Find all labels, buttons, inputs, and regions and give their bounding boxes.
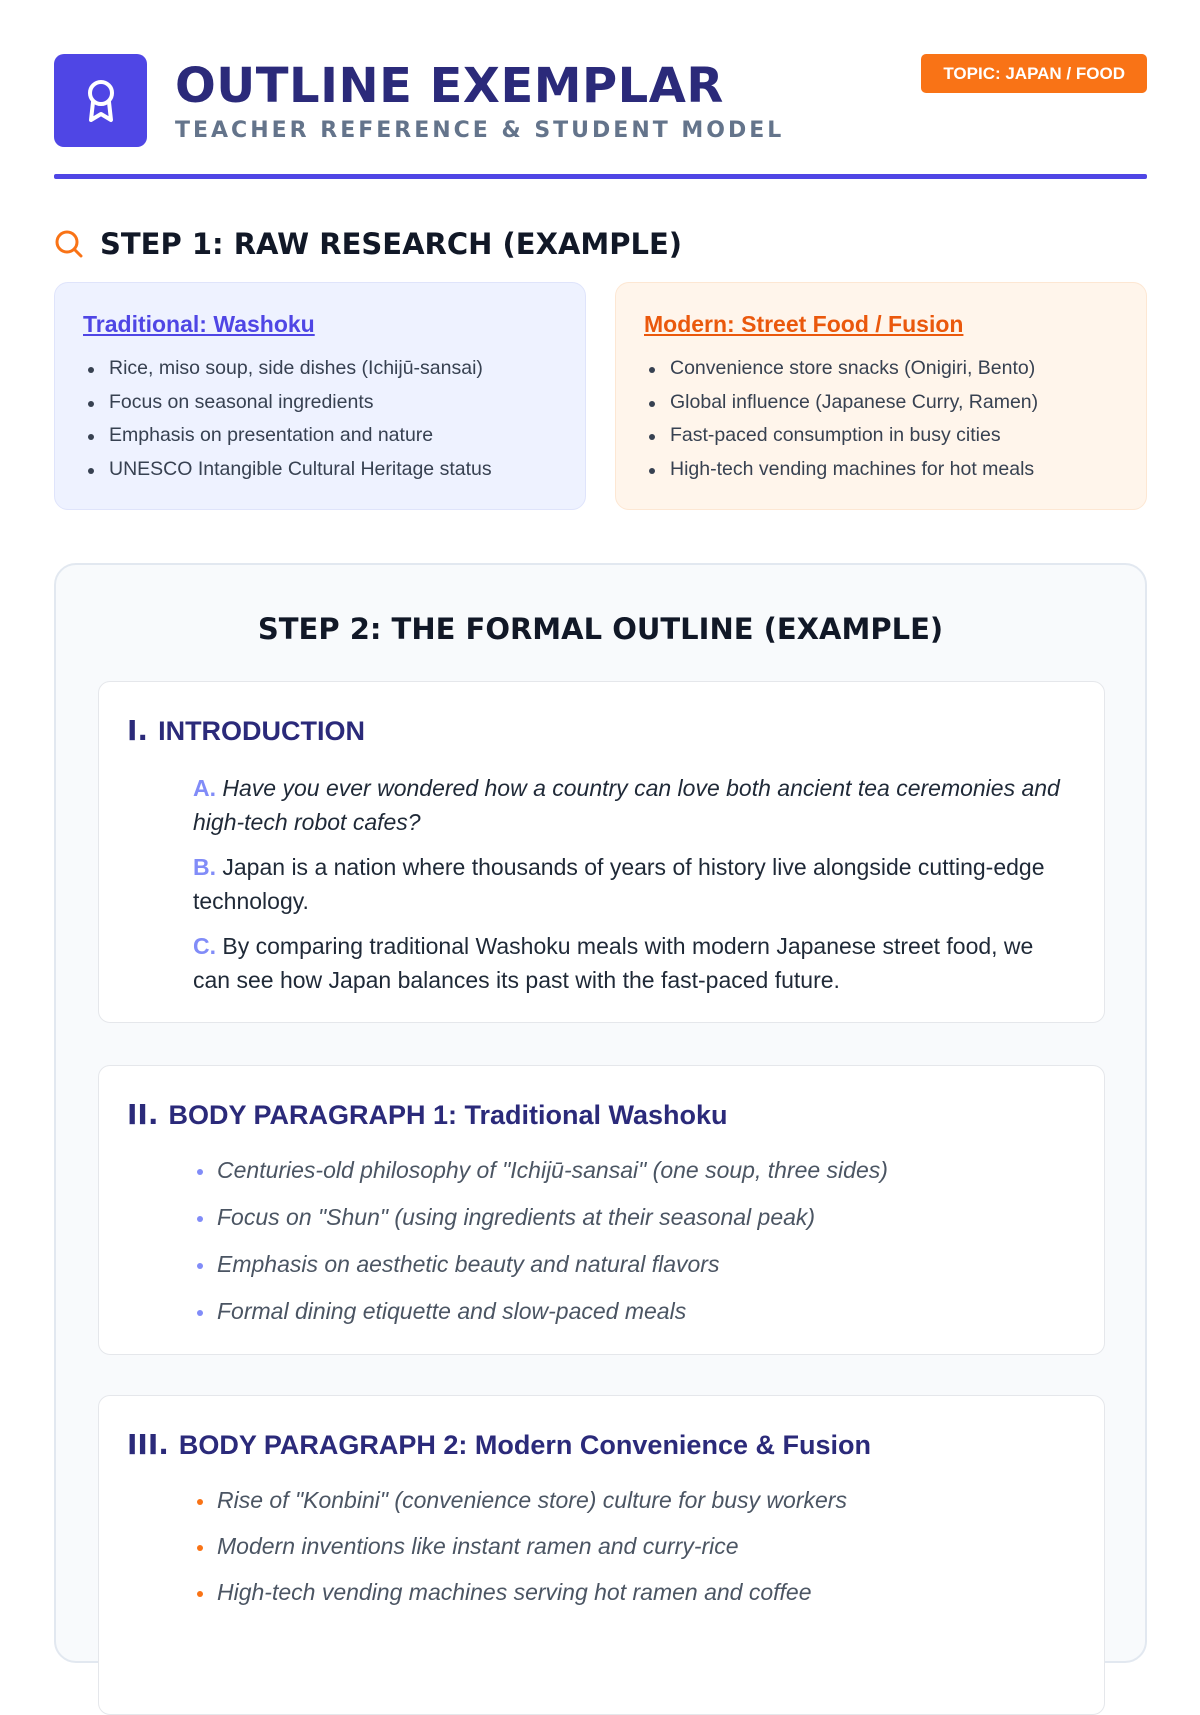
list-item: Modern inventions like instant ramen and curry-rice bbox=[193, 1530, 847, 1563]
section-title: BODY PARAGRAPH 2: Modern Convenience & Fusion bbox=[178, 1430, 871, 1460]
section-numeral: I. bbox=[127, 714, 149, 747]
section-numeral: II. bbox=[127, 1098, 159, 1131]
point-letter: A. bbox=[193, 775, 216, 801]
point-text: By comparing traditional Washoku meals with modern Japanese street food, we can see how Japan balances its past with the fast-paced future. bbox=[193, 933, 1034, 993]
traditional-research-card bbox=[54, 282, 586, 510]
list-item: High-tech vending machines serving hot ramen and coffee bbox=[193, 1576, 847, 1609]
section-numeral: III. bbox=[127, 1428, 169, 1461]
section-title: INTRODUCTION bbox=[158, 716, 366, 746]
worksheet-page bbox=[54, 0, 1147, 1605]
traditional-list bbox=[83, 352, 559, 486]
section-title: BODY PARAGRAPH 1: Traditional Washoku bbox=[168, 1100, 728, 1130]
modern-card-title: Modern: Street Food / Fusion bbox=[644, 311, 964, 337]
list-item: Fast-paced consumption in busy cities bbox=[644, 419, 1120, 453]
header-divider bbox=[54, 174, 1147, 179]
step1-heading-text: STEP 1: RAW RESEARCH (EXAMPLE) bbox=[100, 227, 683, 261]
list-item: Convenience store snacks (Onigiri, Bento) bbox=[644, 352, 1120, 386]
search-icon bbox=[54, 227, 88, 261]
list-item bbox=[193, 930, 1073, 997]
step1-heading bbox=[54, 224, 682, 264]
list-item: Global influence (Japanese Curry, Ramen) bbox=[644, 386, 1120, 420]
list-item: Centuries-old philosophy of "Ichijū-sansai" (one soup, three sides) bbox=[193, 1154, 888, 1187]
introduction-section bbox=[98, 681, 1105, 1023]
section-heading bbox=[127, 714, 365, 747]
list-item: Focus on seasonal ingredients bbox=[83, 386, 559, 420]
list-item bbox=[193, 772, 1073, 839]
point-letter: C. bbox=[193, 933, 216, 959]
traditional-card-title: Traditional: Washoku bbox=[83, 311, 315, 337]
list-item: Formal dining etiquette and slow-paced meals bbox=[193, 1295, 888, 1328]
list-item: Emphasis on presentation and nature bbox=[83, 419, 559, 453]
topic-badge: TOPIC: JAPAN / FOOD bbox=[921, 54, 1147, 93]
list-item: Rice, miso soup, side dishes (Ichijū-sansai) bbox=[83, 352, 559, 386]
page-title: OUTLINE EXEMPLAR bbox=[175, 58, 724, 114]
body-paragraph-2-section bbox=[98, 1395, 1105, 1715]
list-item: Rise of "Konbini" (convenience store) culture for busy workers bbox=[193, 1484, 847, 1517]
list-item: Emphasis on aesthetic beauty and natural flavors bbox=[193, 1248, 888, 1281]
body-1-points bbox=[193, 1154, 888, 1342]
section-heading bbox=[127, 1098, 728, 1131]
page-header bbox=[54, 54, 1147, 182]
point-letter: B. bbox=[193, 854, 216, 880]
modern-list bbox=[644, 352, 1120, 486]
introduction-points bbox=[193, 772, 1073, 1009]
formal-outline-panel bbox=[54, 563, 1147, 1663]
step2-heading: STEP 2: THE FORMAL OUTLINE (EXAMPLE) bbox=[257, 612, 944, 646]
list-item bbox=[193, 851, 1073, 918]
modern-research-card bbox=[615, 282, 1147, 510]
page-subtitle: TEACHER REFERENCE & STUDENT MODEL bbox=[175, 118, 785, 143]
body-paragraph-1-section bbox=[98, 1065, 1105, 1355]
section-heading bbox=[127, 1428, 871, 1461]
point-text: Japan is a nation where thousands of years of history live alongside cutting-edge technology. bbox=[193, 854, 1045, 914]
list-item: Focus on "Shun" (using ingredients at their seasonal peak) bbox=[193, 1201, 888, 1234]
point-text: Have you ever wondered how a country can love both ancient tea ceremonies and high-tech robot cafes? bbox=[193, 775, 1060, 835]
body-2-points bbox=[193, 1484, 847, 1622]
award-ribbon-icon bbox=[54, 54, 147, 147]
list-item: High-tech vending machines for hot meals bbox=[644, 453, 1120, 487]
list-item: UNESCO Intangible Cultural Heritage status bbox=[83, 453, 559, 487]
